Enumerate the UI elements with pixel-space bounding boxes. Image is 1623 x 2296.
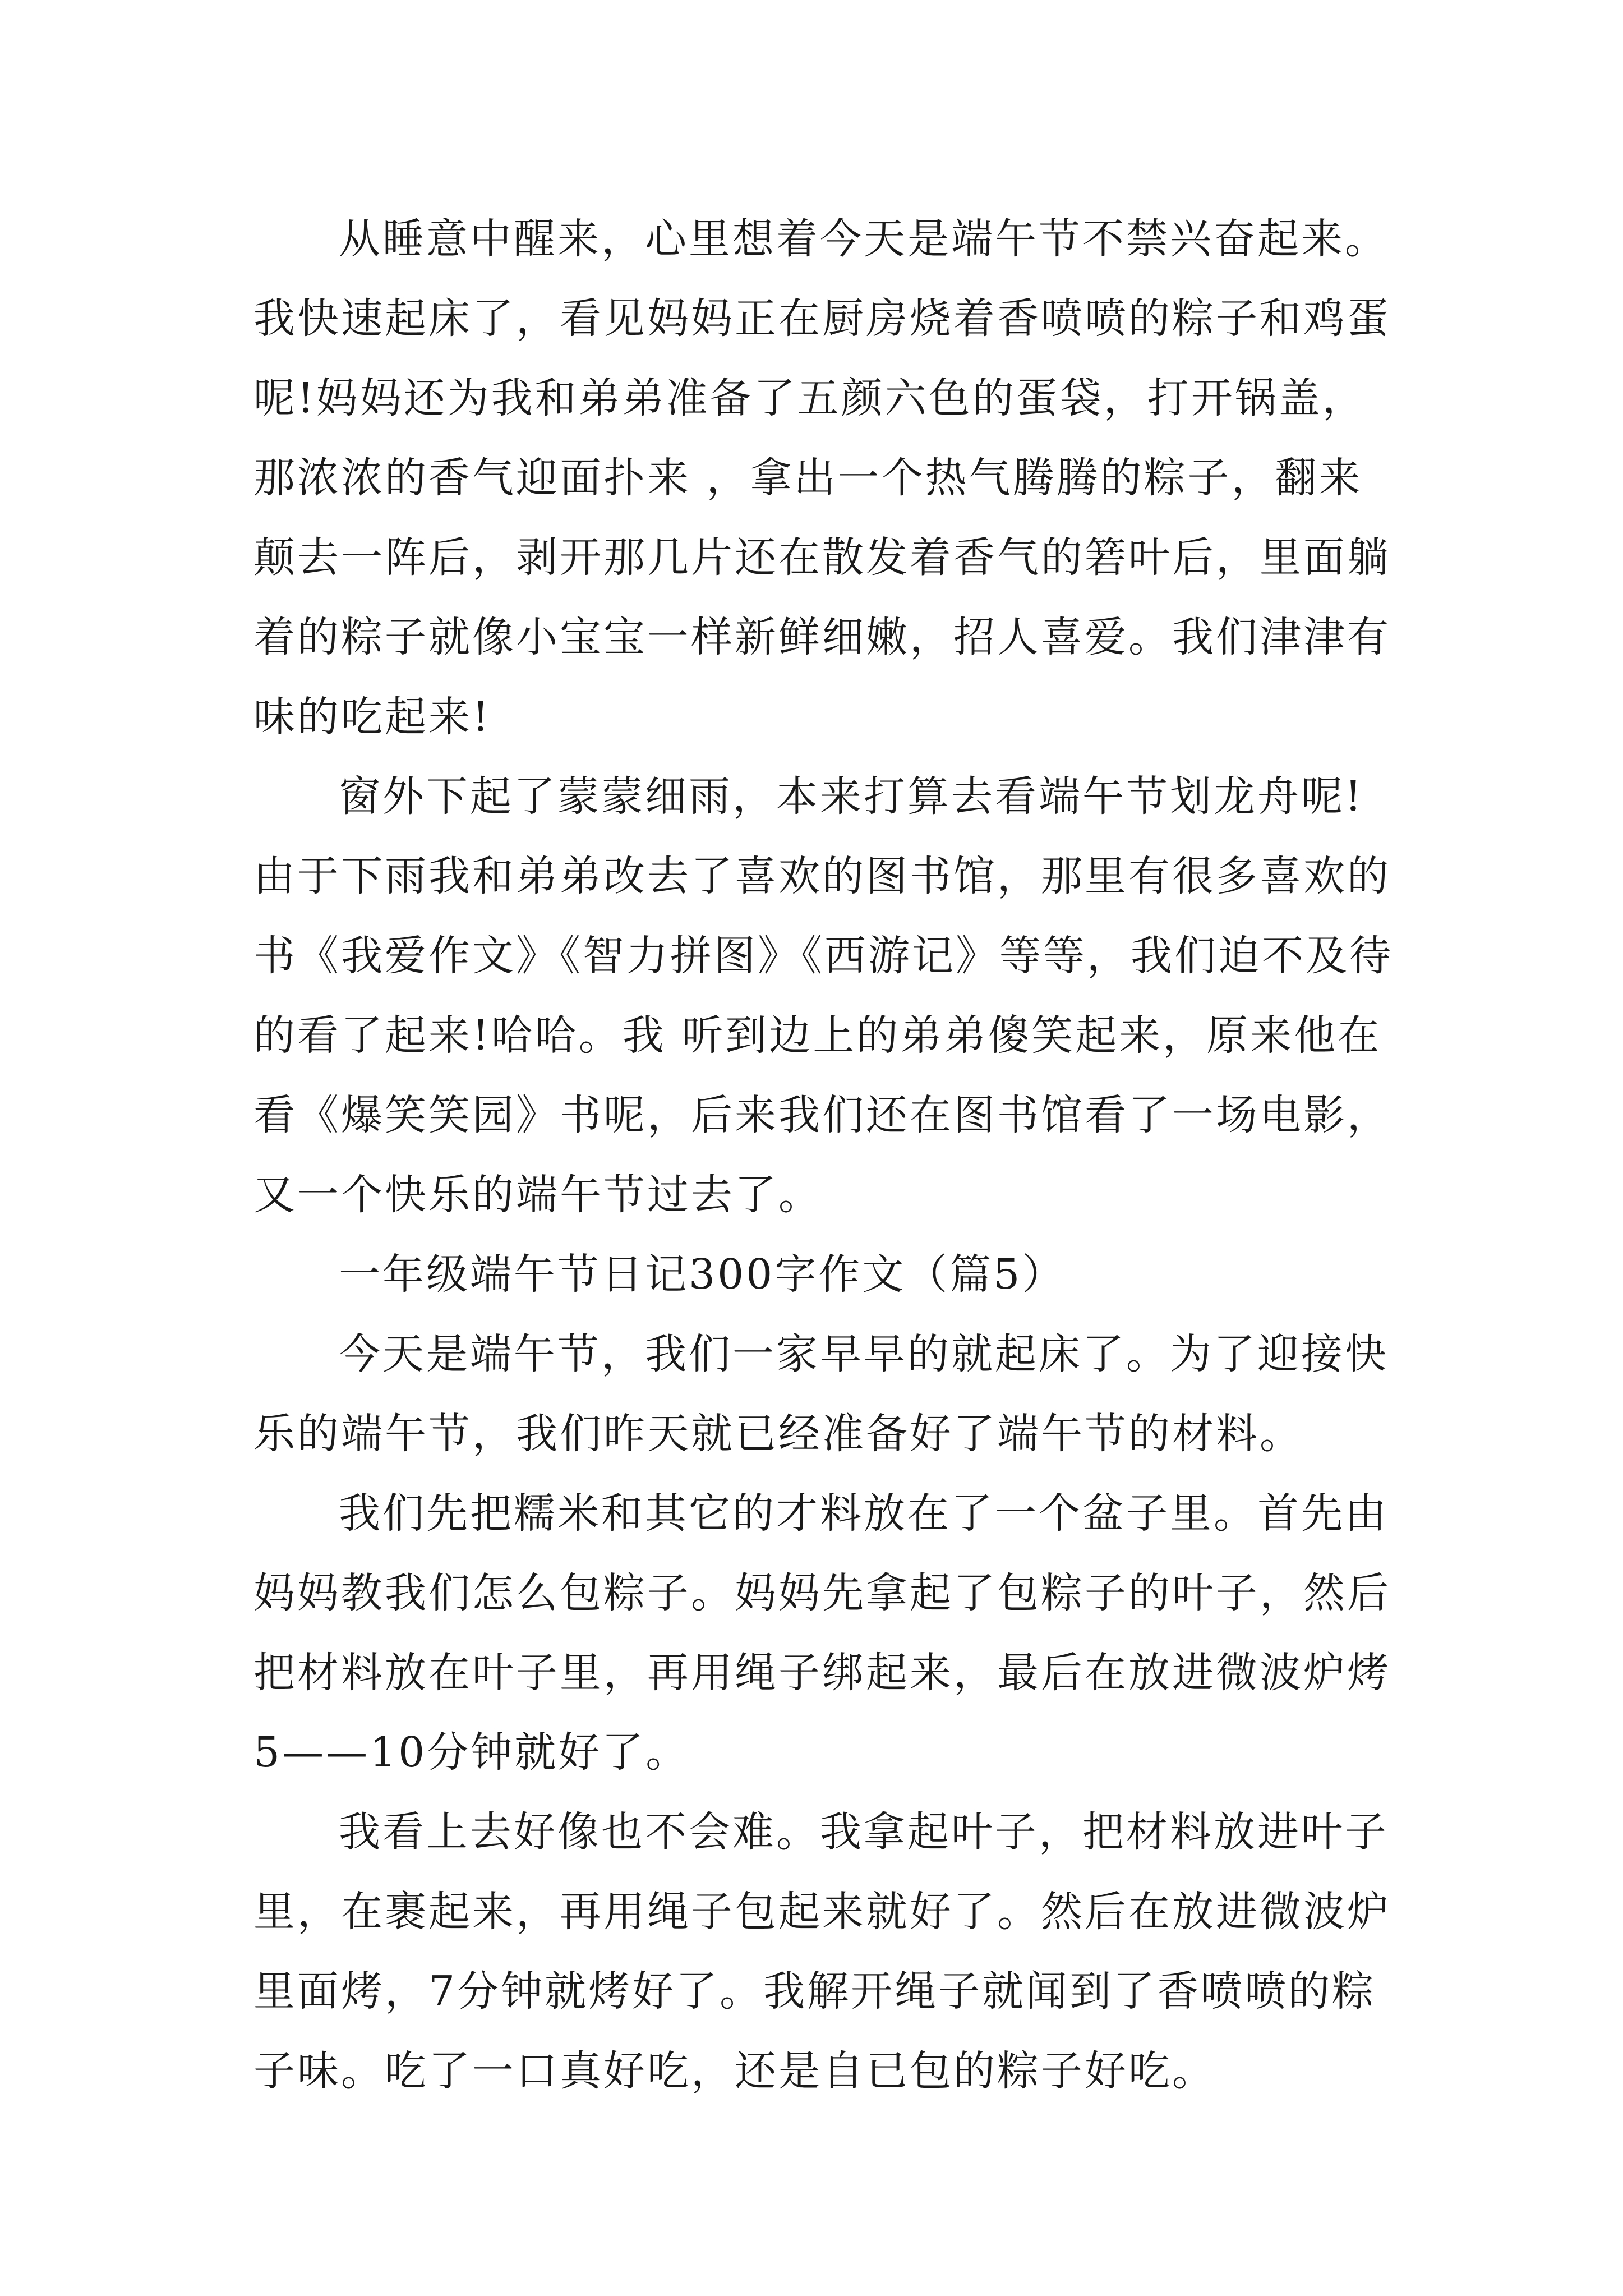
text-line: 着的粽子就像小宝宝一样新鲜细嫩，招人喜爱。我们津津有 [253,613,1391,661]
text-line: 看《爆笑笑园》书呢，后来我们还在图书馆看了一场电影， [253,1091,1391,1139]
text-line: 味的吃起来! [253,693,491,741]
text-line: 又一个快乐的端午节过去了。 [253,1171,822,1219]
text-line: 的看了起来!哈哈。我 听到边上的弟弟傻笑起来，原来他在 [253,1011,1382,1060]
text-line: 子味。吃了一口真好吃，还是自已包的粽子好吃。 [253,2047,1216,2095]
text-line: 书《我爱作文》《智力拼图》《西游记》等等，我们迫不及待 [253,932,1393,980]
text-line: 把材料放在叶子里，再用绳子绑起来，最后在放进微波炉烤 [253,1649,1391,1697]
section-heading: 一年级端午节日记300字作文（篇5） [339,1250,1066,1299]
text-line: 那浓浓的香气迎面扑来 ，拿出一个热气腾腾的粽子，翻来 [253,454,1363,502]
text-line: 里面烤，7分钟就烤好了。我解开绳子就闻到了香喷喷的粽 [253,1967,1376,2016]
text-line: 我们先把糯米和其它的才料放在了一个盆子里。首先由 [339,1489,1389,1538]
text-line: 妈妈教我们怎么包粽子。妈妈先拿起了包粽子的叶子，然后 [253,1569,1391,1617]
text-line: 窗外下起了蒙蒙细雨，本来打算去看端午节划龙舟呢! [339,772,1364,821]
text-line: 我看上去好像也不会难。我拿起叶子，把材料放进叶子 [339,1808,1389,1856]
text-line: 我快速起床了，看见妈妈正在厨房烧着香喷喷的粽子和鸡蛋 [253,295,1391,343]
text-line: 5——10分钟就好了。 [253,1728,690,1777]
text-line: 颠去一阵后，剥开那几片还在散发着香气的箬叶后，里面躺 [253,533,1391,582]
article-body [253,199,1431,2111]
text-line: 今天是端午节，我们一家早早的就起床了。为了迎接快 [339,1330,1389,1378]
text-line: 从睡意中醒来，心里想着今天是端午节不禁兴奋起来。 [339,215,1389,263]
text-line: 乐的端午节，我们昨天就已经准备好了端午节的材料。 [253,1410,1303,1458]
text-line: 由于下雨我和弟弟改去了喜欢的图书馆，那里有很多喜欢的 [253,852,1391,900]
text-line: 里，在裹起来，再用绳子包起来就好了。然后在放进微波炉 [253,1888,1391,1936]
text-line: 呢!妈妈还为我和弟弟准备了五颜六色的蛋袋，打开锅盖， [253,374,1366,422]
